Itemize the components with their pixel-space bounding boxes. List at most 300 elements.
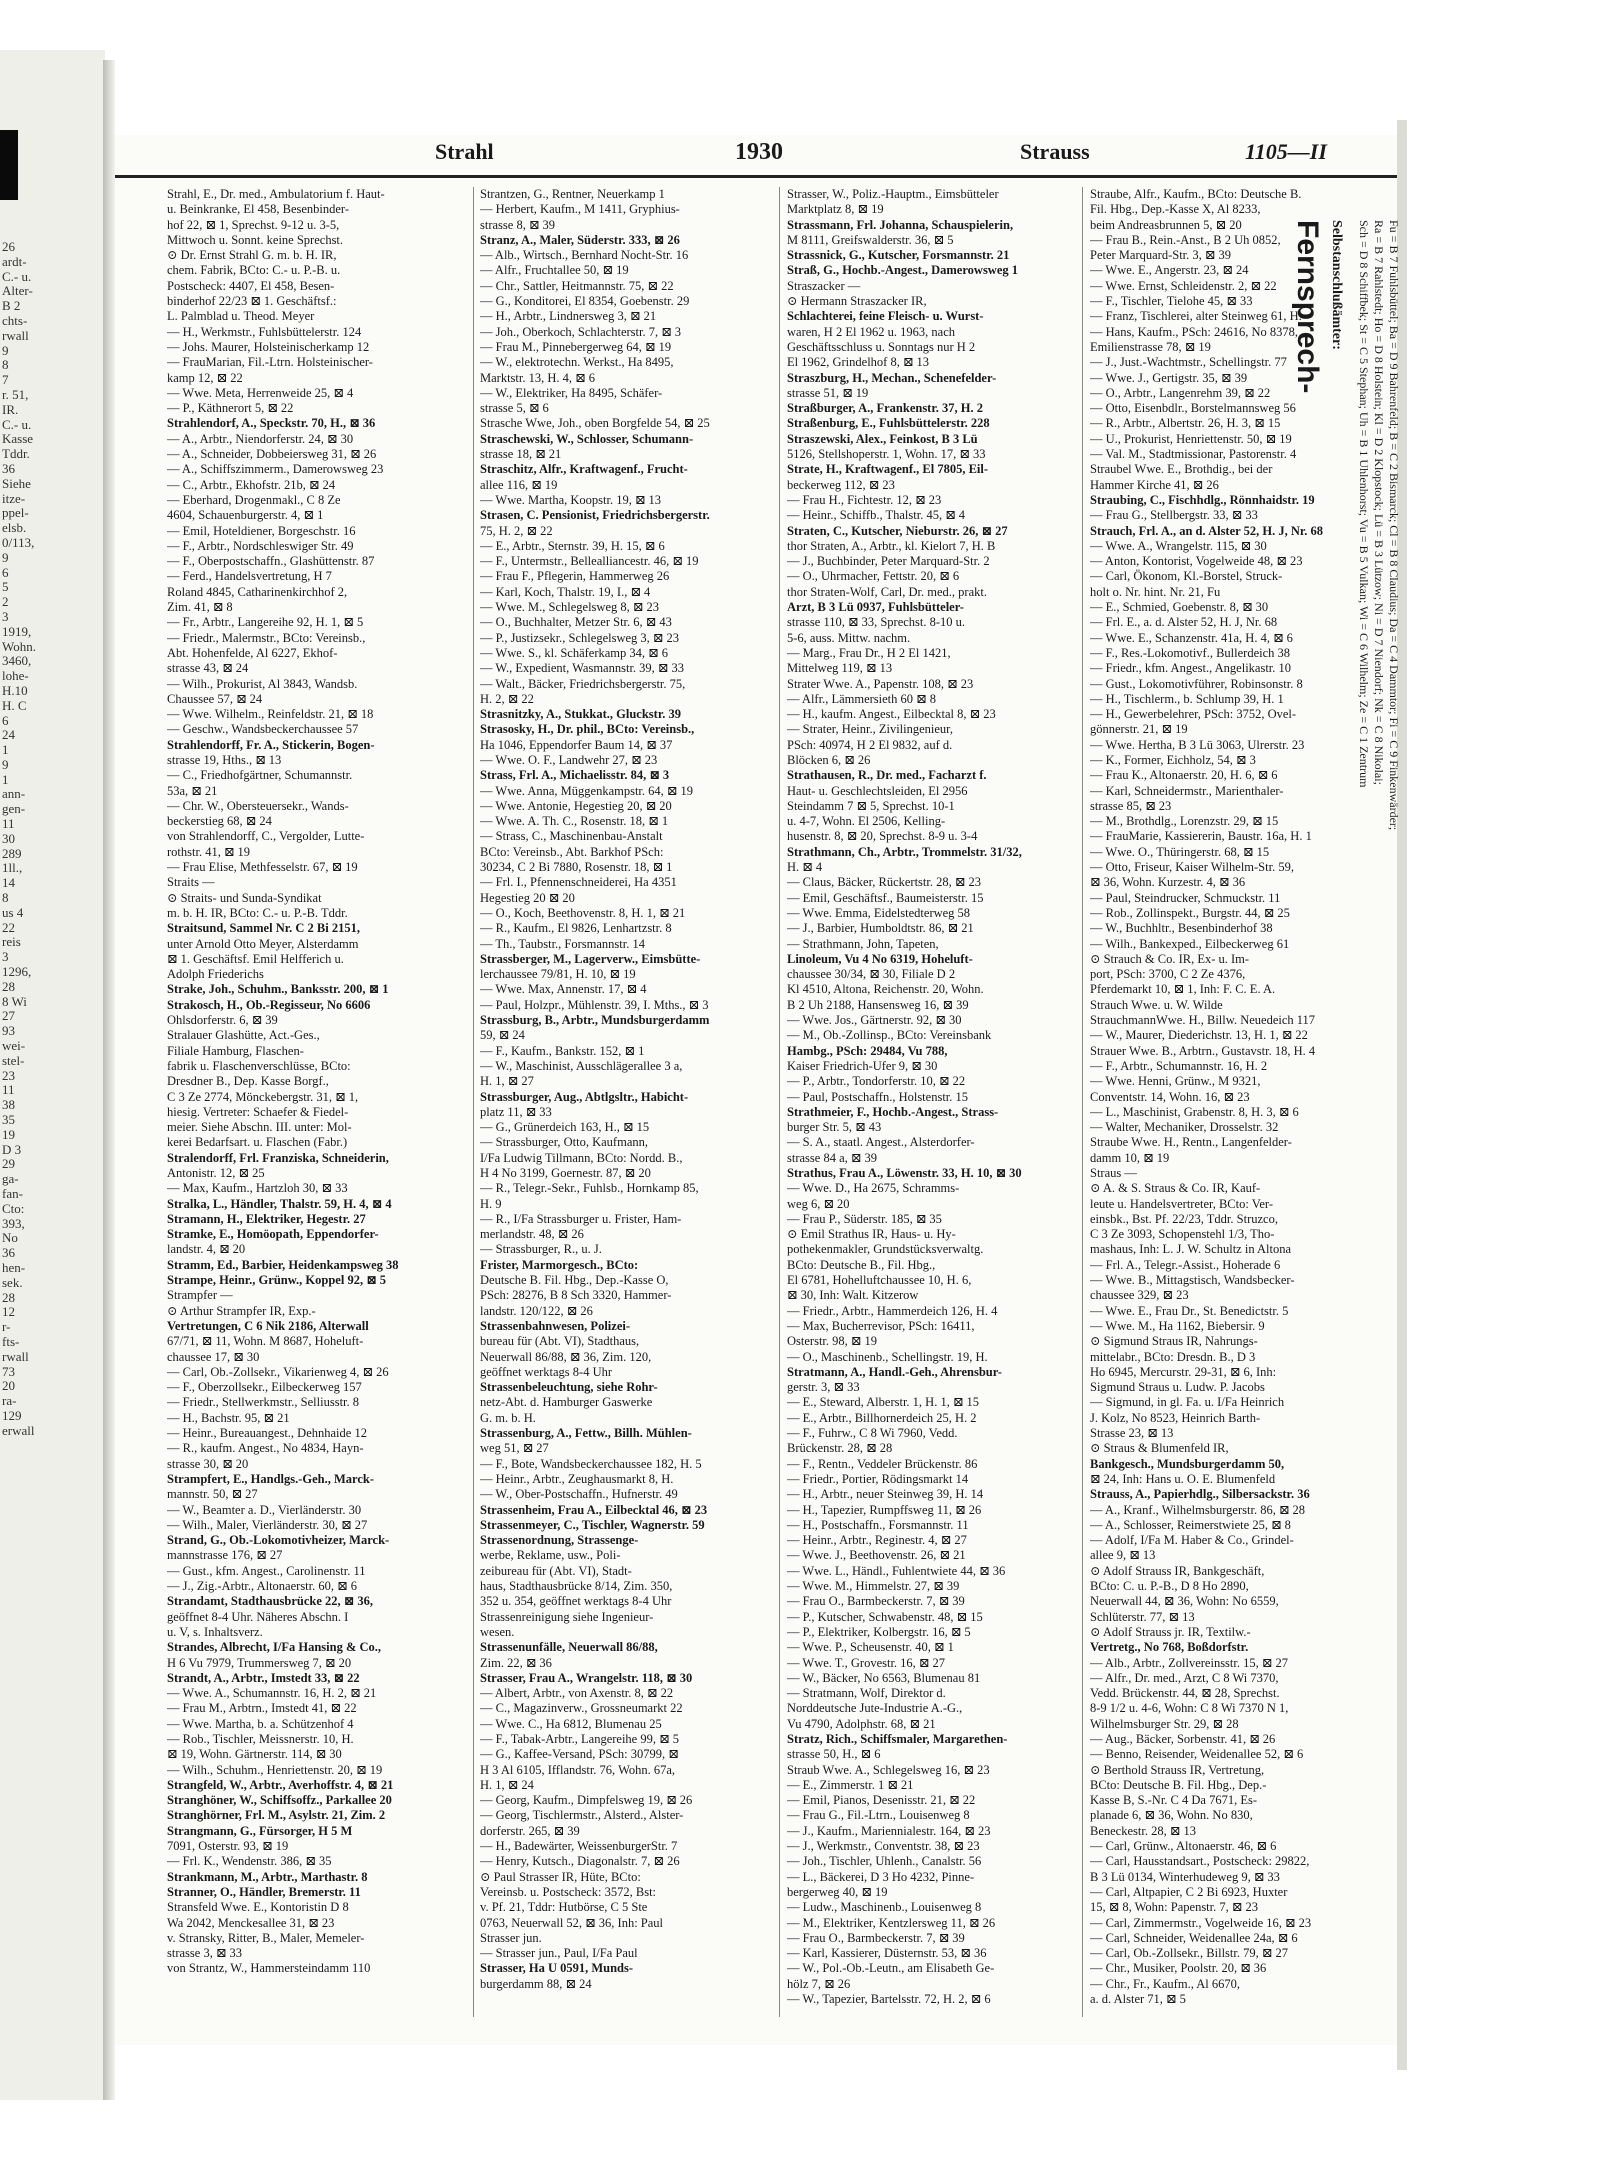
directory-entry-line: burger Str. 5, ⊠ 43: [787, 1120, 882, 1135]
directory-entry-line: — Wwe. J., Beethovenstr. 26, ⊠ 21: [787, 1548, 966, 1563]
directory-entry-line: — W., Tapezier, Bartelsstr. 72, H. 2, ⊠ 6: [787, 1992, 991, 2007]
directory-entry-line: Straszewski, Alex., Feinkost, B 3 Lü: [787, 431, 978, 446]
directory-entry-line: — K., Former, Eichholz, 54, ⊠ 3: [1090, 752, 1256, 767]
directory-entry-line: Strangmann, G., Fürsorger, H 5 M: [167, 1823, 353, 1838]
directory-entry-line: — Karl, Koch, Thalstr. 19, I., ⊠ 4: [480, 584, 651, 599]
edge-fragment: Kasse: [2, 432, 34, 447]
directory-entry-line: — Heinr., Arbtr., Reginestr. 4, ⊠ 27: [787, 1533, 967, 1548]
edge-fragment: 30: [2, 831, 15, 846]
directory-entry-line: 7091, Osterstr. 93, ⊠ 19: [167, 1839, 289, 1854]
directory-entry-line: Wa 2042, Menckesallee 31, ⊠ 23: [167, 1915, 335, 1930]
edge-fragment: lohe-: [2, 669, 29, 684]
directory-entry-line: Strassmann, Frl. Johanna, Schauspielerin,: [787, 217, 1014, 232]
directory-entry-line: merlandstr. 48, ⊠ 26: [480, 1227, 584, 1242]
directory-entry-line: m. b. H. IR, BCto: C.- u. P.-B. Tddr.: [167, 905, 348, 920]
directory-entry-line: — Rob., Zollinspekt., Burgstr. 44, ⊠ 25: [1090, 905, 1290, 920]
directory-entry-line: strasse 30, ⊠ 20: [167, 1456, 249, 1471]
directory-entry-line: Strate, H., Kraftwagenf., El 7805, Eil-: [787, 462, 989, 477]
directory-entry-line: — F., Fuhrw., C 8 Wi 7960, Vedd.: [787, 1426, 958, 1441]
directory-entry-line: — Wwe. Antonie, Hegestieg 20, ⊠ 20: [480, 798, 672, 813]
directory-entry-line: — Emil, Hoteldiener, Borgeschstr. 16: [167, 523, 356, 538]
directory-entry-line: — A., Schneider, Dobbeiersweg 31, ⊠ 26: [167, 447, 377, 462]
directory-entry-line: Arzt, B 3 Lü 0937, Fuhlsbütteler-: [787, 600, 964, 615]
directory-entry-line: — J., Werkmstr., Conventstr. 38, ⊠ 23: [787, 1839, 980, 1854]
directory-entry-line: Strasosky, H., Dr. phil., BCto: Vereinsb.,: [480, 722, 695, 737]
directory-entry-line: ⊙ Adolf Strauss IR, Bankgeschäft,: [1090, 1563, 1265, 1578]
directory-entry-line: — H., Tischlerm., b. Schlump 39, H. 1: [1090, 691, 1284, 706]
directory-entry-line: G. m. b. H.: [480, 1410, 536, 1425]
edge-fragment: fan-: [2, 1187, 23, 1201]
directory-entry-line: Wilhelmsburger Str. 29, ⊠ 28: [1090, 1716, 1239, 1731]
exchange-code-list: [1356, 220, 1401, 830]
directory-entry-line: burgerdamm 88, ⊠ 24: [480, 1976, 592, 1991]
directory-entry-line: Strathmann, Ch., Arbtr., Trommelstr. 31/32,: [787, 844, 1022, 859]
directory-entry-line: — F., Bote, Wandsbeckerchaussee 182, H. 5: [480, 1456, 702, 1471]
directory-entry-line: — Otto, Friseur, Kaiser Wilhelm-Str. 59,: [1090, 860, 1294, 875]
directory-entry-line: — Joh., Tischler, Uhlenh., Canalstr. 56: [787, 1854, 982, 1869]
directory-entry-line: — Walt., Bäcker, Friedrichsbergerstr. 75,: [480, 676, 686, 691]
directory-entry-line: Strathausen, R., Dr. med., Facharzt f.: [787, 768, 987, 783]
edge-fragment: 14: [2, 876, 15, 891]
directory-entry-line: strasse 3, ⊠ 33: [167, 1946, 243, 1961]
header-last-entry: Strauss: [1020, 139, 1090, 164]
directory-entry-line: Norddeutsche Jute-Industrie A.-G.,: [787, 1701, 963, 1716]
directory-entry-line: Zim. 22, ⊠ 36: [480, 1655, 552, 1670]
directory-entry-line: strasse 85, ⊠ 23: [1090, 798, 1172, 813]
directory-entry-line: Strasser, W., Poliz.-Hauptm., Eimsbütteler: [787, 187, 999, 201]
directory-entry-line: — Wwe. A. Th. C., Rosenstr. 18, ⊠ 1: [480, 814, 669, 829]
directory-entry-line: — J., Buchbinder, Peter Marquard-Str. 2: [787, 554, 990, 569]
directory-entry-line: husenstr. 8, ⊠ 20, Sprechst. 8-9 u. 3-4: [787, 829, 978, 844]
directory-entry-line: — Ludw., Maschinenb., Louisenweg 8: [787, 1900, 982, 1915]
directory-entry-line: strasse 19, Hths., ⊠ 13: [167, 752, 282, 767]
directory-entry-line: — P., Arbtr., Tondorferstr. 10, ⊠ 22: [787, 1074, 966, 1089]
directory-entry-line: allee 9, ⊠ 13: [1090, 1548, 1156, 1563]
directory-entry-line: — L., Bäckerei, D 3 Ho 4232, Pinne-: [787, 1869, 975, 1884]
edge-dark-strip: [0, 130, 18, 200]
directory-entry-line: — Wwe. E., Schanzenstr. 41a, H. 4, ⊠ 6: [1090, 630, 1293, 645]
directory-entry-line: geöffnet werktags 8-4 Uhr: [480, 1364, 613, 1379]
directory-entry-line: — Gust., Lokomotivführer, Robinsonstr. 8: [1090, 676, 1303, 691]
directory-entry-line: wesen.: [480, 1624, 515, 1639]
edge-fragment: 36: [2, 1246, 15, 1261]
directory-entry-line: — A., Kranf., Wilhelmsburgerstr. 86, ⊠ 28: [1090, 1502, 1306, 1517]
edge-fragment: 8: [2, 358, 9, 373]
directory-entry-line: — Frau P., Süderstr. 185, ⊠ 35: [787, 1211, 942, 1226]
directory-entry-line: — C., Arbtr., Ekhofstr. 21b, ⊠ 24: [167, 477, 336, 492]
directory-entry-line: binderhof 22/23 ⊠ 1. Geschäftsf.:: [167, 294, 337, 309]
directory-entry-line: — Ferd., Handelsvertretung, H 7: [167, 569, 332, 584]
directory-entry-line: Strauch, Frl. A., an d. Alster 52, H. J, Nr. 68: [1090, 523, 1323, 538]
directory-entry-line: — W., Maschinist, Ausschlägerallee 3 a,: [480, 1058, 683, 1073]
directory-entry-line: Strasche Wwe, Joh., oben Borgfelde 54, ⊠ 25: [480, 416, 710, 431]
directory-entry-line: Adolph Friederichs: [167, 967, 264, 982]
directory-entry-line: rothstr. 41, ⊠ 19: [167, 844, 251, 859]
directory-entry-line: — Wwe. Ernst, Schleidenstr. 2, ⊠ 22: [1090, 278, 1277, 293]
directory-entry-line: — Fr., Arbtr., Langereihe 92, H. 1, ⊠ 5: [167, 615, 364, 630]
edge-fragment: 289: [2, 846, 22, 861]
directory-entry-line: — Frau B., Rein.-Anst., B 2 Uh 0852,: [1090, 232, 1281, 247]
directory-entry-line: — F., Tabak-Arbtr., Langereihe 99, ⊠ 5: [480, 1731, 679, 1746]
directory-entry-line: 5-6, auss. Mittw. nachm.: [787, 630, 911, 645]
directory-entry-line: — R., Kaufm., El 9826, Lenhartzstr. 8: [480, 921, 672, 936]
directory-entry-line: — Alfr., Fruchtallee 50, ⊠ 19: [480, 263, 629, 278]
directory-entry-line: planade 6, ⊠ 36, Wohn. No 830,: [1090, 1808, 1253, 1823]
header-year: 1930: [735, 139, 783, 165]
directory-entry-line: — G., Kaffee-Versand, PSch: 30799, ⊠: [480, 1747, 679, 1762]
directory-entry-line: — Wwe. D., Ha 2675, Schramms-: [787, 1181, 960, 1196]
edge-fragment: Tddr.: [2, 447, 30, 462]
directory-entry-line: Stramke, E., Homöopath, Eppendorfer-: [167, 1227, 379, 1242]
directory-entry-line: u. Beinkranke, El 458, Besenbinder-: [167, 202, 349, 217]
directory-entry-line: Neuerwall 86/88, ⊠ 36, Zim. 120,: [480, 1349, 652, 1364]
directory-entry-line: — Friedr., Stellwerkmstr., Selliusstr. 8: [167, 1395, 360, 1410]
directory-entry-line: — Wwe. Max, Annenstr. 17, ⊠ 4: [480, 982, 647, 997]
directory-entry-line: — Carl, Zimmermstr., Vogelweide 16, ⊠ 23: [1090, 1915, 1312, 1930]
directory-entry-line: — E., Steward, Alberstr. 1, H. 1, ⊠ 15: [787, 1395, 980, 1410]
directory-entry-line: — W., Beamter a. D., Vierländerstr. 30: [167, 1502, 362, 1517]
directory-entry-line: Neuerwall 44, ⊠ 36, Wohn: No 6559,: [1090, 1594, 1279, 1609]
directory-entry-line: — Joh., Oberkoch, Schlachterstr. 7, ⊠ 3: [480, 324, 682, 339]
directory-entry-line: — F., Rentn., Veddeler Brückenstr. 86: [787, 1456, 978, 1471]
directory-entry-line: — P., Kutscher, Schwabenstr. 48, ⊠ 15: [787, 1609, 983, 1624]
directory-entry-line: El 1962, Grindelhof 8, ⊠ 13: [787, 355, 930, 370]
directory-entry-line: Strassenreinigung siehe Ingenieur-: [480, 1609, 654, 1624]
edge-fragment: 11: [2, 1083, 15, 1098]
directory-entry-line: Strassenunfälle, Neuerwall 86/88,: [480, 1640, 658, 1655]
directory-entry-line: — Benno, Reisender, Weidenallee 52, ⊠ 6: [1090, 1747, 1304, 1762]
directory-entry-line: geöffnet 8-4 Uhr. Näheres Abschn. I: [167, 1609, 349, 1624]
directory-entry-line: Schlachterei, feine Fleisch- u. Wurst-: [787, 309, 984, 324]
directory-entry-line: — Wwe. B., Mittagstisch, Wandsbecker-: [1090, 1273, 1295, 1288]
header-first-entry: Strahl: [435, 139, 494, 164]
directory-entry-line: — A., Schlosser, Reimerstwiete 25, ⊠ 8: [1090, 1517, 1291, 1532]
directory-entry-line: — F., Arbtr., Schumannstr. 16, H. 2: [1090, 1058, 1268, 1073]
directory-entry-line: — Emil, Geschäftsf., Baumeisterstr. 15: [787, 890, 984, 905]
directory-entry-line: Vu 4790, Adolphstr. 68, ⊠ 21: [787, 1716, 936, 1731]
directory-entry-line: chaussee 17, ⊠ 30: [167, 1349, 260, 1364]
directory-entry-line: ⊙ A. & S. Straus & Co. IR, Kauf-: [1090, 1181, 1261, 1196]
directory-entry-line: thor Straten-Wolf, Carl, Dr. med., prakt.: [787, 584, 987, 599]
edge-fragment: ppel-: [2, 506, 29, 521]
directory-entry-line: — W., Elektriker, Ha 8495, Schäfer-: [480, 385, 663, 400]
directory-entry-line: — F., Arbtr., Nordschleswiger Str. 49: [167, 538, 354, 553]
directory-entry-line: — Strassburger, Otto, Kaufmann,: [480, 1135, 648, 1150]
edge-fragment: No: [2, 1231, 18, 1246]
directory-entry-line: Strassenbeleuchtung, siehe Rohr-: [480, 1380, 658, 1395]
directory-entry-line: Strand, G., Ob.-Lokomotivheizer, Marck-: [167, 1533, 390, 1548]
directory-entry-line: mashaus, Inh: L. J. W. Schultz in Altona: [1090, 1242, 1292, 1257]
directory-entry-line: — W., Pol.-Ob.-Leutn., am Elisabeth Ge-: [787, 1961, 995, 1976]
directory-entry-line: — Alfr., Dr. med., Arzt, C 8 Wi 7370,: [1090, 1670, 1279, 1685]
edge-fragment: C.- u.: [2, 269, 32, 284]
directory-entry-line: — Carl, Altpapier, C 2 Bi 6923, Huxter: [1090, 1884, 1288, 1899]
directory-entry-line: 30234, C 2 Bi 7880, Rosenstr. 18, ⊠ 1: [480, 860, 673, 875]
edge-fragment: 35: [2, 1113, 15, 1128]
directory-entry-line: — G., Konditorei, El 8354, Goebenstr. 29: [480, 294, 690, 309]
directory-entry-line: H. ⊠ 4: [787, 860, 823, 875]
directory-entry-line: ⊙ Straus & Blumenfeld IR,: [1090, 1441, 1229, 1456]
directory-entry-line: — F., Untermstr., Bellealliancestr. 46, ⊠ 19: [480, 554, 699, 569]
directory-entry-line: beim Andreasbrunnen 5, ⊠ 20: [1090, 217, 1242, 232]
edge-fragment: 1: [2, 772, 9, 787]
directory-entry-line: — Wwe. Henni, Grünw., M 9321,: [1090, 1074, 1261, 1089]
directory-entry-line: Antonistr. 12, ⊠ 25: [167, 1166, 265, 1180]
directory-entry-line: — J., Zig.-Arbtr., Altonaerstr. 60, ⊠ 6: [167, 1579, 357, 1594]
edge-fragment: elsb.: [2, 521, 27, 536]
directory-entry-line: Strathmeier, F., Hochb.-Angest., Strass-: [787, 1104, 999, 1119]
directory-entry-line: Brückenstr. 28, ⊠ 28: [787, 1441, 893, 1456]
directory-entry-line: Dresdner B., Dep. Kasse Borgf.,: [167, 1074, 329, 1089]
directory-entry-line: Stranghöner, W., Schiffsoffz., Parkallee 20: [167, 1793, 392, 1808]
edge-fragment: hen-: [2, 1260, 26, 1275]
directory-entry-line: — Strater, Heinr., Zivilingenieur,: [787, 722, 953, 737]
directory-entry-line: J. Kolz, No 8523, Heinrich Barth-: [1090, 1410, 1261, 1425]
directory-entry-line: kamp 12, ⊠ 22: [167, 370, 243, 385]
directory-entry-line: Blöcken 6, ⊠ 26: [787, 752, 871, 767]
directory-entry-line: Strass, Frl. A., Michaelisstr. 84, ⊠ 3: [480, 768, 670, 783]
directory-entry-line: ⊙ Strauch & Co. IR, Ex- u. Im-: [1090, 951, 1250, 966]
edge-fragment: r-: [2, 1320, 11, 1335]
directory-entry-line: Strankmann, M., Arbtr., Marthastr. 8: [167, 1869, 368, 1884]
directory-entry-line: — E., Zimmerstr. 1 ⊠ 21: [787, 1777, 914, 1792]
exchange-codes-line: Fu = B 7 Fuhlsbüttel; Ba = D 9 Bahrenfeld; B = C 2 Bismarck; Cl = B 8 Claudius; Da = C 4 Dammtor; Fi = C 9 Finkenwärder;: [1387, 220, 1401, 831]
directory-entry-line: meier. Siehe Abschn. III. unter: Mol-: [167, 1120, 352, 1135]
directory-entry-line: Stralendorff, Frl. Franziska, Schneiderin,: [167, 1150, 389, 1165]
directory-entry-line: ⊙ Paul Strasser IR, Hüte, BCto:: [480, 1869, 641, 1884]
edge-fragment: 28: [2, 979, 15, 994]
directory-entry-line: — Max, Bucherrevisor, PSch: 16411,: [787, 1318, 975, 1333]
directory-entry-line: Mittelweg 119, ⊠ 13: [787, 661, 893, 676]
header-rule: [115, 175, 1397, 178]
directory-entry-line: Stransfeld Wwe. E., Kontoristin D 8: [167, 1900, 349, 1915]
directory-entry-line: Strandamt, Stadthausbrücke 22, ⊠ 36,: [167, 1594, 373, 1609]
exchange-codes-line: Sch = D 8 Schiffbek; St = C 5 Stephan; Uh = B 1 Uhlenhorst; Vu = B 5 Vulkan; Wi = C 6 Wilhelm; Ze = C 1 Zentrum: [1357, 220, 1371, 788]
directory-entry-line: — Emil, Pianos, Desenisstr. 21, ⊠ 22: [787, 1793, 976, 1808]
directory-entry-line: — C., Magazinverw., Grossneumarkt 22: [480, 1701, 683, 1716]
directory-entry-line: H 6 Vu 7979, Trummersweg 7, ⊠ 20: [167, 1655, 352, 1670]
directory-entry-line: Conventstr. 14, Wohn. 16, ⊠ 23: [1090, 1089, 1250, 1104]
directory-entry-line: Straus —: [1090, 1166, 1137, 1180]
directory-entry-line: — Frau G., Stellbergstr. 33, ⊠ 33: [1090, 508, 1258, 523]
directory-entry-line: Strassenburg, A., Fettw., Billh. Mühlen-: [480, 1426, 692, 1441]
directory-entry-line: — Friedr., Arbtr., Hammerdeich 126, H. 4: [787, 1303, 998, 1318]
directory-entry-line: M 8111, Greifswalderstr. 36, ⊠ 5: [787, 232, 954, 247]
directory-entry-line: Stranghörner, Frl. M., Asylstr. 21, Zim. 2: [167, 1808, 386, 1823]
directory-entry-line: ⊠ 30, Inh: Walt. Kitzerow: [787, 1288, 919, 1303]
directory-entry-line: — Frau G., Fil.-Ltrn., Louisenweg 8: [787, 1808, 970, 1823]
edge-fragment: Siehe: [2, 476, 31, 491]
directory-entry-line: — Sigmund, in gl. Fa. u. I/Fa Heinrich: [1090, 1395, 1285, 1410]
directory-entry-line: — Th., Taubstr., Forsmannstr. 14: [480, 936, 645, 951]
directory-entry-line: Strasser jun.: [480, 1930, 542, 1945]
directory-entry-line: ⊙ Hermann Straszacker IR,: [787, 294, 927, 309]
edge-fragment: 11: [2, 817, 15, 832]
directory-entry-line: — Max, Kaufm., Hartzloh 30, ⊠ 33: [167, 1181, 348, 1196]
edge-fragment: itze-: [2, 491, 26, 506]
directory-entry-line: H. 1, ⊠ 27: [480, 1074, 534, 1089]
edge-fragment: 3: [2, 950, 9, 965]
directory-entry-line: Vertretungen, C 6 Nik 2186, Alterwall: [167, 1318, 369, 1333]
edge-fragment: 23: [2, 1068, 15, 1083]
directory-entry-line: Marktstr. 13, H. 4, ⊠ 6: [480, 370, 595, 385]
column-divider: [1082, 187, 1083, 2017]
directory-entry-line: port, PSch: 3700, C 2 Ze 4376,: [1090, 967, 1246, 982]
directory-entry-line: 59, ⊠ 24: [480, 1028, 525, 1043]
directory-entry-line: — Frau Elise, Methfesselstr. 67, ⊠ 19: [167, 860, 358, 875]
directory-entry-line: Deutsche B. Fil. Hbg., Dep.-Kasse O,: [480, 1273, 669, 1288]
directory-entry-line: Stratz, Rich., Schiffsmaler, Margarethen-: [787, 1731, 1008, 1746]
directory-entry-line: Strasser, Ha U 0591, Munds-: [480, 1961, 634, 1976]
directory-entry-line: Strassenbahnwesen, Polizei-: [480, 1318, 630, 1333]
directory-entry-line: — G., Grünerdeich 163, H., ⊠ 15: [480, 1120, 650, 1135]
edge-fragment: 3460,: [2, 654, 32, 669]
directory-entry-line: — A., Schiffszimmerm., Damerowsweg 23: [167, 462, 384, 477]
directory-entry-line: — O., Koch, Beethovenstr. 8, H. 1, ⊠ 21: [480, 905, 686, 920]
directory-entry-line: — Wwe. Hertha, B 3 Lü 3063, Ulrerstr. 23: [1090, 737, 1305, 752]
directory-entry-line: ⊙ Emil Strathus IR, Haus- u. Hy-: [787, 1227, 956, 1242]
directory-entry-line: — Claus, Bäcker, Rückertstr. 28, ⊠ 23: [787, 875, 981, 890]
directory-entry-line: PSch: 40974, H 2 El 9832, auf d.: [787, 737, 953, 752]
edge-fragment: 22: [2, 920, 15, 935]
directory-entry-line: bergerweg 40, ⊠ 19: [787, 1884, 888, 1899]
edge-fragment: 38: [2, 1098, 15, 1113]
directory-entry-line: Vertretg., No 768, Boßdorfstr.: [1090, 1640, 1249, 1655]
directory-entry-line: Hambg., PSch: 29484, Vu 788,: [787, 1043, 948, 1058]
directory-entry-line: strasse 110, ⊠ 33, Sprechst. 8-10 u.: [787, 615, 966, 630]
directory-entry-line: — Anton, Kontorist, Vogelweide 48, ⊠ 23: [1090, 554, 1303, 569]
edge-fragment: rwall: [2, 1349, 29, 1364]
directory-entry-line: — Wwe. A., Wrangelstr. 115, ⊠ 30: [1090, 538, 1267, 553]
directory-entry-line: — Herbert, Kaufm., M 1411, Gryphius-: [480, 202, 680, 217]
directory-entry-line: Vedd. Brückenstr. 44, ⊠ 28, Sprechst.: [1090, 1686, 1280, 1701]
directory-entry-line: Fil. Hbg., Dep.-Kasse X, Al 8233,: [1090, 202, 1261, 217]
directory-entry-line: — F., Oberzollsekr., Eilbeckerweg 157: [167, 1380, 362, 1395]
directory-entry-line: hiesig. Vertreter: Schaefer & Fiedel-: [167, 1104, 349, 1119]
edge-fragment: 8 Wi: [2, 994, 27, 1009]
directory-entry-line: — F., Kaufm., Bankstr. 152, ⊠ 1: [480, 1043, 645, 1058]
previous-page-edge: [0, 50, 105, 2100]
directory-entry-line: platz 11, ⊠ 33: [480, 1104, 552, 1119]
edge-fragment: 24: [2, 728, 15, 743]
directory-entry-line: H. 1, ⊠ 24: [480, 1777, 534, 1792]
directory-entry-line: Straschitz, Alfr., Kraftwagenf., Frucht-: [480, 462, 688, 477]
directory-entry-line: Marktplatz 8, ⊠ 19: [787, 202, 884, 217]
directory-entry-line: Strasen, C. Pensionist, Friedrichsbergerstr.: [480, 508, 710, 523]
directory-entry-line: Vereinsb. u. Postscheck: 3572, Bst:: [480, 1884, 657, 1899]
directory-entry-line: Ohlsdorferstr. 6, ⊠ 39: [167, 1013, 278, 1028]
edge-fragment: 0/113,: [2, 535, 35, 550]
edge-fragment: 129: [2, 1408, 22, 1423]
directory-entry-line: a. d. Alster 71, ⊠ 5: [1090, 1992, 1186, 2007]
directory-entry-line: — Frau O., Barmbeckerstr. 7, ⊠ 39: [787, 1594, 965, 1609]
directory-entry-line: Filiale Hamburg, Flaschen-: [167, 1043, 304, 1058]
edge-fragment: gen-: [2, 802, 26, 817]
directory-entry-line: — F., Oberpostschaffn., Glashüttenstr. 87: [167, 554, 375, 569]
directory-entry-line: Stralka, L., Händler, Thalstr. 59, H. 4, ⊠ 4: [167, 1196, 392, 1211]
directory-entry-line: — U., Prokurist, Henriettenstr. 50, ⊠ 19: [1090, 431, 1292, 446]
directory-entry-line: — Wwe. A., Schumannstr. 16, H. 2, ⊠ 21: [167, 1686, 377, 1701]
directory-entry-line: Strassenmeyer, C., Tischler, Wagnerstr. 59: [480, 1517, 705, 1532]
edge-fragment: C.- u.: [2, 417, 32, 432]
directory-entry-line: ⊠ 19, Wohn. Gärtnerstr. 114, ⊠ 30: [167, 1747, 342, 1762]
edge-fragment: ann-: [2, 787, 26, 802]
edge-fragment: 8: [2, 891, 9, 906]
directory-entry-line: — Rob., Tischler, Meissnerstr. 10, H.: [167, 1731, 354, 1746]
directory-entry-line: — Carl, Ob.-Zollsekr., Vikarienweg 4, ⊠ 26: [167, 1364, 389, 1379]
directory-entry-line: — Strassburger, R., u. J.: [480, 1242, 602, 1257]
directory-entry-line: — M., Elektriker, Kentzlersweg 11, ⊠ 26: [787, 1915, 996, 1930]
directory-entry-line: Zim. 41, ⊠ 8: [167, 600, 233, 615]
directory-page: [115, 135, 1397, 2045]
directory-entry-line: — S. A., staatl. Angest., Alsterdorfer-: [787, 1135, 975, 1150]
directory-entry-line: ⊙ Arthur Strampfer IR, Exp.-: [167, 1303, 316, 1318]
directory-entry-line: — Wwe. M., Himmelstr. 27, ⊠ 39: [787, 1579, 960, 1594]
directory-entry-line: Straß, G., Hochb.-Angest., Damerowsweg 1: [787, 263, 1019, 278]
directory-entry-line: BCto: C. u. P.-B., D 8 Ho 2890,: [1090, 1579, 1249, 1594]
page-header: [115, 135, 1397, 175]
directory-entry-line: Straub Wwe. A., Schlegelsweg 16, ⊠ 23: [787, 1762, 990, 1777]
directory-entry-line: damm 10, ⊠ 19: [1090, 1150, 1170, 1165]
directory-entry-line: ⊙ Dr. Ernst Strahl G. m. b. H. IR,: [167, 248, 337, 263]
directory-entry-line: strasse 50, H., ⊠ 6: [787, 1747, 881, 1762]
edge-fragment: Cto:: [2, 1201, 25, 1216]
directory-entry-line: mittelabr., BCto: Dresdn. B., D 3: [1090, 1349, 1256, 1364]
edge-fragment: rwall: [2, 328, 29, 343]
directory-entry-line: ⊠ 1. Geschäftsf. Emil Helfferich u.: [167, 951, 344, 966]
directory-entry-line: Strasnitzky, A., Stukkat., Gluckstr. 39: [480, 707, 681, 722]
directory-entry-line: — Franz, Tischlerei, alter Steinweg 61, H.: [1090, 309, 1302, 324]
directory-entry-line: fabrik u. Flaschenverschlüsse, BCto:: [167, 1058, 351, 1073]
directory-entry-line: — P., Käthnerort 5, ⊠ 22: [167, 401, 294, 416]
directory-entry-line: hof 22, ⊠ 1, Sprechst. 9-12 u. 3-5,: [167, 217, 340, 232]
directory-entry-line: Straube Wwe. H., Rentn., Langenfelder-: [1090, 1135, 1292, 1150]
edge-fragment: Wohn.: [2, 639, 36, 654]
directory-entry-line: Kaiser Friedrich-Ufer 9, ⊠ 30: [787, 1058, 938, 1073]
directory-entry-line: netz-Abt. d. Hamburger Gaswerke: [480, 1395, 653, 1410]
edge-fragment: chts-: [2, 313, 28, 328]
directory-entry-line: — W., Bäcker, No 6563, Blumenau 81: [787, 1670, 981, 1685]
directory-entry-line: — Wwe. J., Gertigstr. 35, ⊠ 39: [1090, 370, 1248, 385]
directory-entry-line: El 6781, Hohelluftchaussee 10, H. 6,: [787, 1273, 972, 1288]
directory-entry-line: Stranner, O., Händler, Bremerstr. 11: [167, 1884, 361, 1899]
directory-entry-line: H 3 Al 6105, Ifflandstr. 76, Wohn. 67a,: [480, 1762, 676, 1777]
directory-entry-line: — F., Res.-Lokomotivf., Bullerdeich 38: [1090, 645, 1291, 660]
directory-entry-line: Straszacker —: [787, 278, 861, 293]
directory-entry-line: Strampfer —: [167, 1288, 233, 1303]
directory-entry-line: L. Palmblad u. Theod. Meyer: [167, 309, 315, 324]
directory-entry-line: — Val. M., Stadtmissionar, Pastorenstr. 4: [1090, 447, 1297, 462]
directory-entry-line: — H., Arbtr., Lindnersweg 3, ⊠ 21: [480, 309, 657, 324]
directory-entry-line: — Paul, Holzpr., Mühlenstr. 39, I. Mths., ⊠ 3: [480, 997, 709, 1012]
directory-entry-line: — Stratmann, Wolf, Direktor d.: [787, 1686, 946, 1701]
directory-entry-line: C 3 Ze 3093, Schopenstehl 1/3, Tho-: [1090, 1227, 1275, 1242]
directory-entry-line: H. 9: [480, 1196, 502, 1211]
edge-fragment: 36: [2, 461, 15, 476]
directory-entry-line: — Aug., Bäcker, Sorbenstr. 41, ⊠ 26: [1090, 1731, 1276, 1746]
directory-entry-line: I/Fa Ludwig Tillmann, BCto: Nordd. B.,: [480, 1150, 683, 1165]
exchange-codes-line: Ra = B 7 Rahlstedt; Ho = D 8 Holstein; Kl = D 2 Klopstock; Lü = B 3 Lützow; Ni = D 7 Niendorf; Nk = C 8 Nikolai;: [1372, 220, 1386, 785]
directory-entry-line: — Adolf, I/Fa M. Haber & Co., Grindel-: [1090, 1533, 1294, 1548]
directory-entry-line: B 2 Uh 2188, Hansensweg 16, ⊠ 39: [787, 997, 969, 1012]
directory-entry-line: gerstr. 3, ⊠ 33: [787, 1380, 860, 1395]
directory-entry-line: — Wwe. Jos., Gärtnerstr. 92, ⊠ 30: [787, 1013, 962, 1028]
directory-entry-line: einsbk., Bst. Pf. 22/23, Tddr. Struzco,: [1090, 1211, 1278, 1226]
directory-entry-line: — R., I/Fa Strassburger u. Frister, Ham-: [480, 1211, 682, 1226]
directory-entry-line: Frister, Marmorgesch., BCto:: [480, 1257, 639, 1272]
directory-entry-line: chaussee 329, ⊠ 23: [1090, 1288, 1189, 1303]
directory-entry-line: Straschewski, W., Schlosser, Schumann-: [480, 431, 694, 446]
